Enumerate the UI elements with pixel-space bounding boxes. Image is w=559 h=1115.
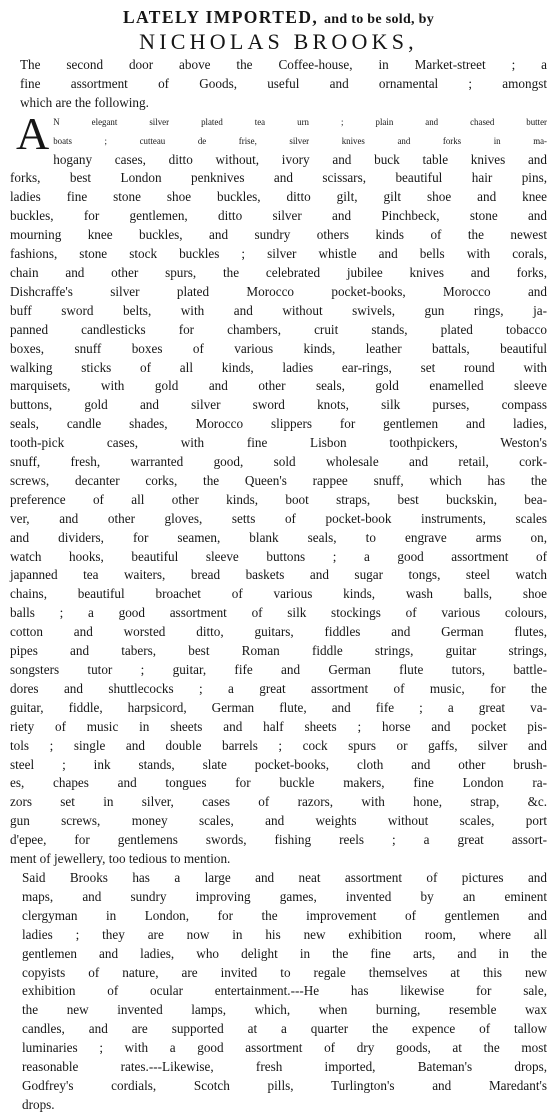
intro-line: The second door above the Coffee-house, in Market-street ; a — [20, 57, 547, 72]
text-line: preference of all other kinds, boot straps, best buckskin, bea- — [10, 491, 547, 507]
text-line: watch hooks, beautiful sleeve buttons ; a good assortment of — [10, 548, 547, 564]
text-line: chain and other spurs, the celebrated jubilee knives and forks, — [10, 264, 547, 280]
text-line: songsters tutor ; guitar, fife and German flute tutors, battle- — [10, 662, 547, 677]
intro-paragraph — [10, 56, 547, 113]
text-line: copyists of nature, are invited to regale themselves at this new — [22, 964, 547, 980]
text-line: seals, candle shades, Morocco slippers for gentlemen and ladies, — [10, 416, 547, 432]
text-line: guitar, fiddle, harpsicord, German flute, and fife ; a great va- — [10, 699, 547, 715]
text-line: the new invented lamps, which, when burning, resemble wax — [22, 1002, 547, 1018]
header-lately-imported: LATELY IMPORTED, — [122, 7, 319, 27]
text-line: japanned tea waiters, bread baskets and sugar tongs, steel watch — [10, 567, 547, 583]
text-line: Dishcraffe's silver plated Morocco pocket-books, Morocco and — [10, 283, 547, 299]
text-line: boats ; cutteau de frise, silver knives and forks in ma- — [53, 135, 547, 146]
text-line: candles, and are supported at a quarter the expence of tallow — [22, 1021, 547, 1037]
text-line: buckles, for gentlemen, ditto silver and Pinchbeck, stone and — [10, 208, 547, 224]
text-line: cotton and worsted ditto, guitars, fiddles and German flutes, — [10, 624, 547, 640]
intro-line: which are the following. — [20, 94, 149, 110]
text-line: screws, decanter corks, the Queen's rappee snuff, which has the — [10, 472, 547, 488]
text-line: d'epee, for gentlemens swords, fishing reels ; a great assort- — [10, 832, 547, 848]
text-line: marquisets, with gold and other seals, gold enamelled sleeve — [10, 378, 547, 394]
text-line: ver, and other gloves, setts of pocket-book instruments, scales — [10, 510, 547, 526]
text-line: hogany cases, ditto without, ivory and buck table knives and — [53, 151, 547, 167]
text-line: drops. — [22, 1096, 55, 1112]
text-line: riety of music in sheets and half sheets ; horse and pocket pis- — [10, 718, 547, 734]
text-line: ment of jewellery, too tedious to mention. — [10, 851, 231, 867]
text-line: clergyman in London, for the improvement of gentlemen and — [22, 907, 547, 923]
text-line: N elegant silver plated tea urn ; plain and chased butter — [53, 116, 547, 127]
text-line: maps, and sundry improving games, invented by an eminent — [22, 888, 547, 904]
text-line: tooth-pick cases, with fine Lisbon toothpickers, Weston's — [10, 435, 547, 451]
text-line: es, chapes and tongues for buckle makers, fine London ra- — [10, 775, 547, 791]
intro-line: fine assortment of Goods, useful and ornamental ; amongst — [20, 75, 547, 91]
text-line: Said Brooks has a large and neat assortment of pictures and — [22, 869, 547, 885]
text-line: pipes and tabers, best Roman fiddle strings, guitar strings, — [10, 643, 547, 659]
text-line: gentlemen and ladies, who delight in the fine arts, and in the — [22, 945, 547, 961]
text-line: balls ; a good assortment of silk stockings of various colours, — [10, 605, 547, 621]
text-line: steel ; ink stands, slate pocket-books, cloth and other brush- — [10, 756, 547, 772]
text-line: exhibition of ocular entertainment.---He has likewise for sale, — [22, 983, 547, 999]
text-line: ladies fine stone shoe buckles, ditto gilt, gilt shoe and knee — [10, 189, 547, 205]
text-line: tols ; single and double barrels ; cock spurs or gaffs, silver and — [10, 737, 547, 753]
text-line: snuff, fresh, warranted good, sold wholesale and retail, cork- — [10, 454, 547, 470]
text-line: ladies ; they are now in his new exhibition room, where all — [22, 926, 547, 942]
text-line: panned candlesticks for chambers, cruit stands, plated tobacco — [10, 321, 547, 337]
text-line: reasonable rates.---Likewise, fresh imported, Bateman's drops, — [22, 1059, 547, 1075]
header-to-be-sold: and to be sold, by — [323, 12, 435, 27]
text-line: luminaries ; with a good assortment of dry goods, at the most — [22, 1040, 547, 1056]
exhibition-paragraph — [10, 869, 547, 1115]
header-line — [10, 8, 547, 29]
text-line: dores and shuttlecocks ; a great assortment of music, for the — [10, 680, 547, 696]
text-line: buttons, gold and silver sword knots, silk purses, compass — [10, 397, 547, 413]
text-line: boxes, snuff boxes of various kinds, leather battals, beautiful — [10, 340, 547, 356]
merchant-name: NICHOLAS BROOKS, — [139, 29, 418, 54]
goods-list-paragraph — [10, 107, 547, 869]
text-line: forks, best London penknives and scissars, beautiful hair pins, — [10, 170, 547, 186]
text-line: chains, beautiful broachet of various kinds, wash balls, shoe — [10, 586, 547, 602]
text-line: mourning knee buckles, and sundry others kinds of the newest — [10, 227, 547, 243]
text-line: Godfrey's cordials, Scotch pills, Turlington's and Maredant's — [22, 1077, 547, 1093]
text-line: zors set in silver, cases of razors, with hone, strap, &c. — [10, 794, 547, 810]
text-line: and dividers, for seamen, blank seals, to engrave arms on, — [10, 529, 547, 545]
text-line: gun screws, money scales, and weights without scales, port — [10, 813, 547, 829]
drop-cap: A — [16, 107, 50, 159]
text-line: fashions, stone stock buckles ; silver whistle and bells with corals, — [10, 246, 547, 262]
text-line: buff sword belts, with and without swivels, gun rings, ja- — [10, 302, 547, 318]
text-line: walking sticks of all kinds, ladies ear-rings, set round with — [10, 359, 547, 375]
